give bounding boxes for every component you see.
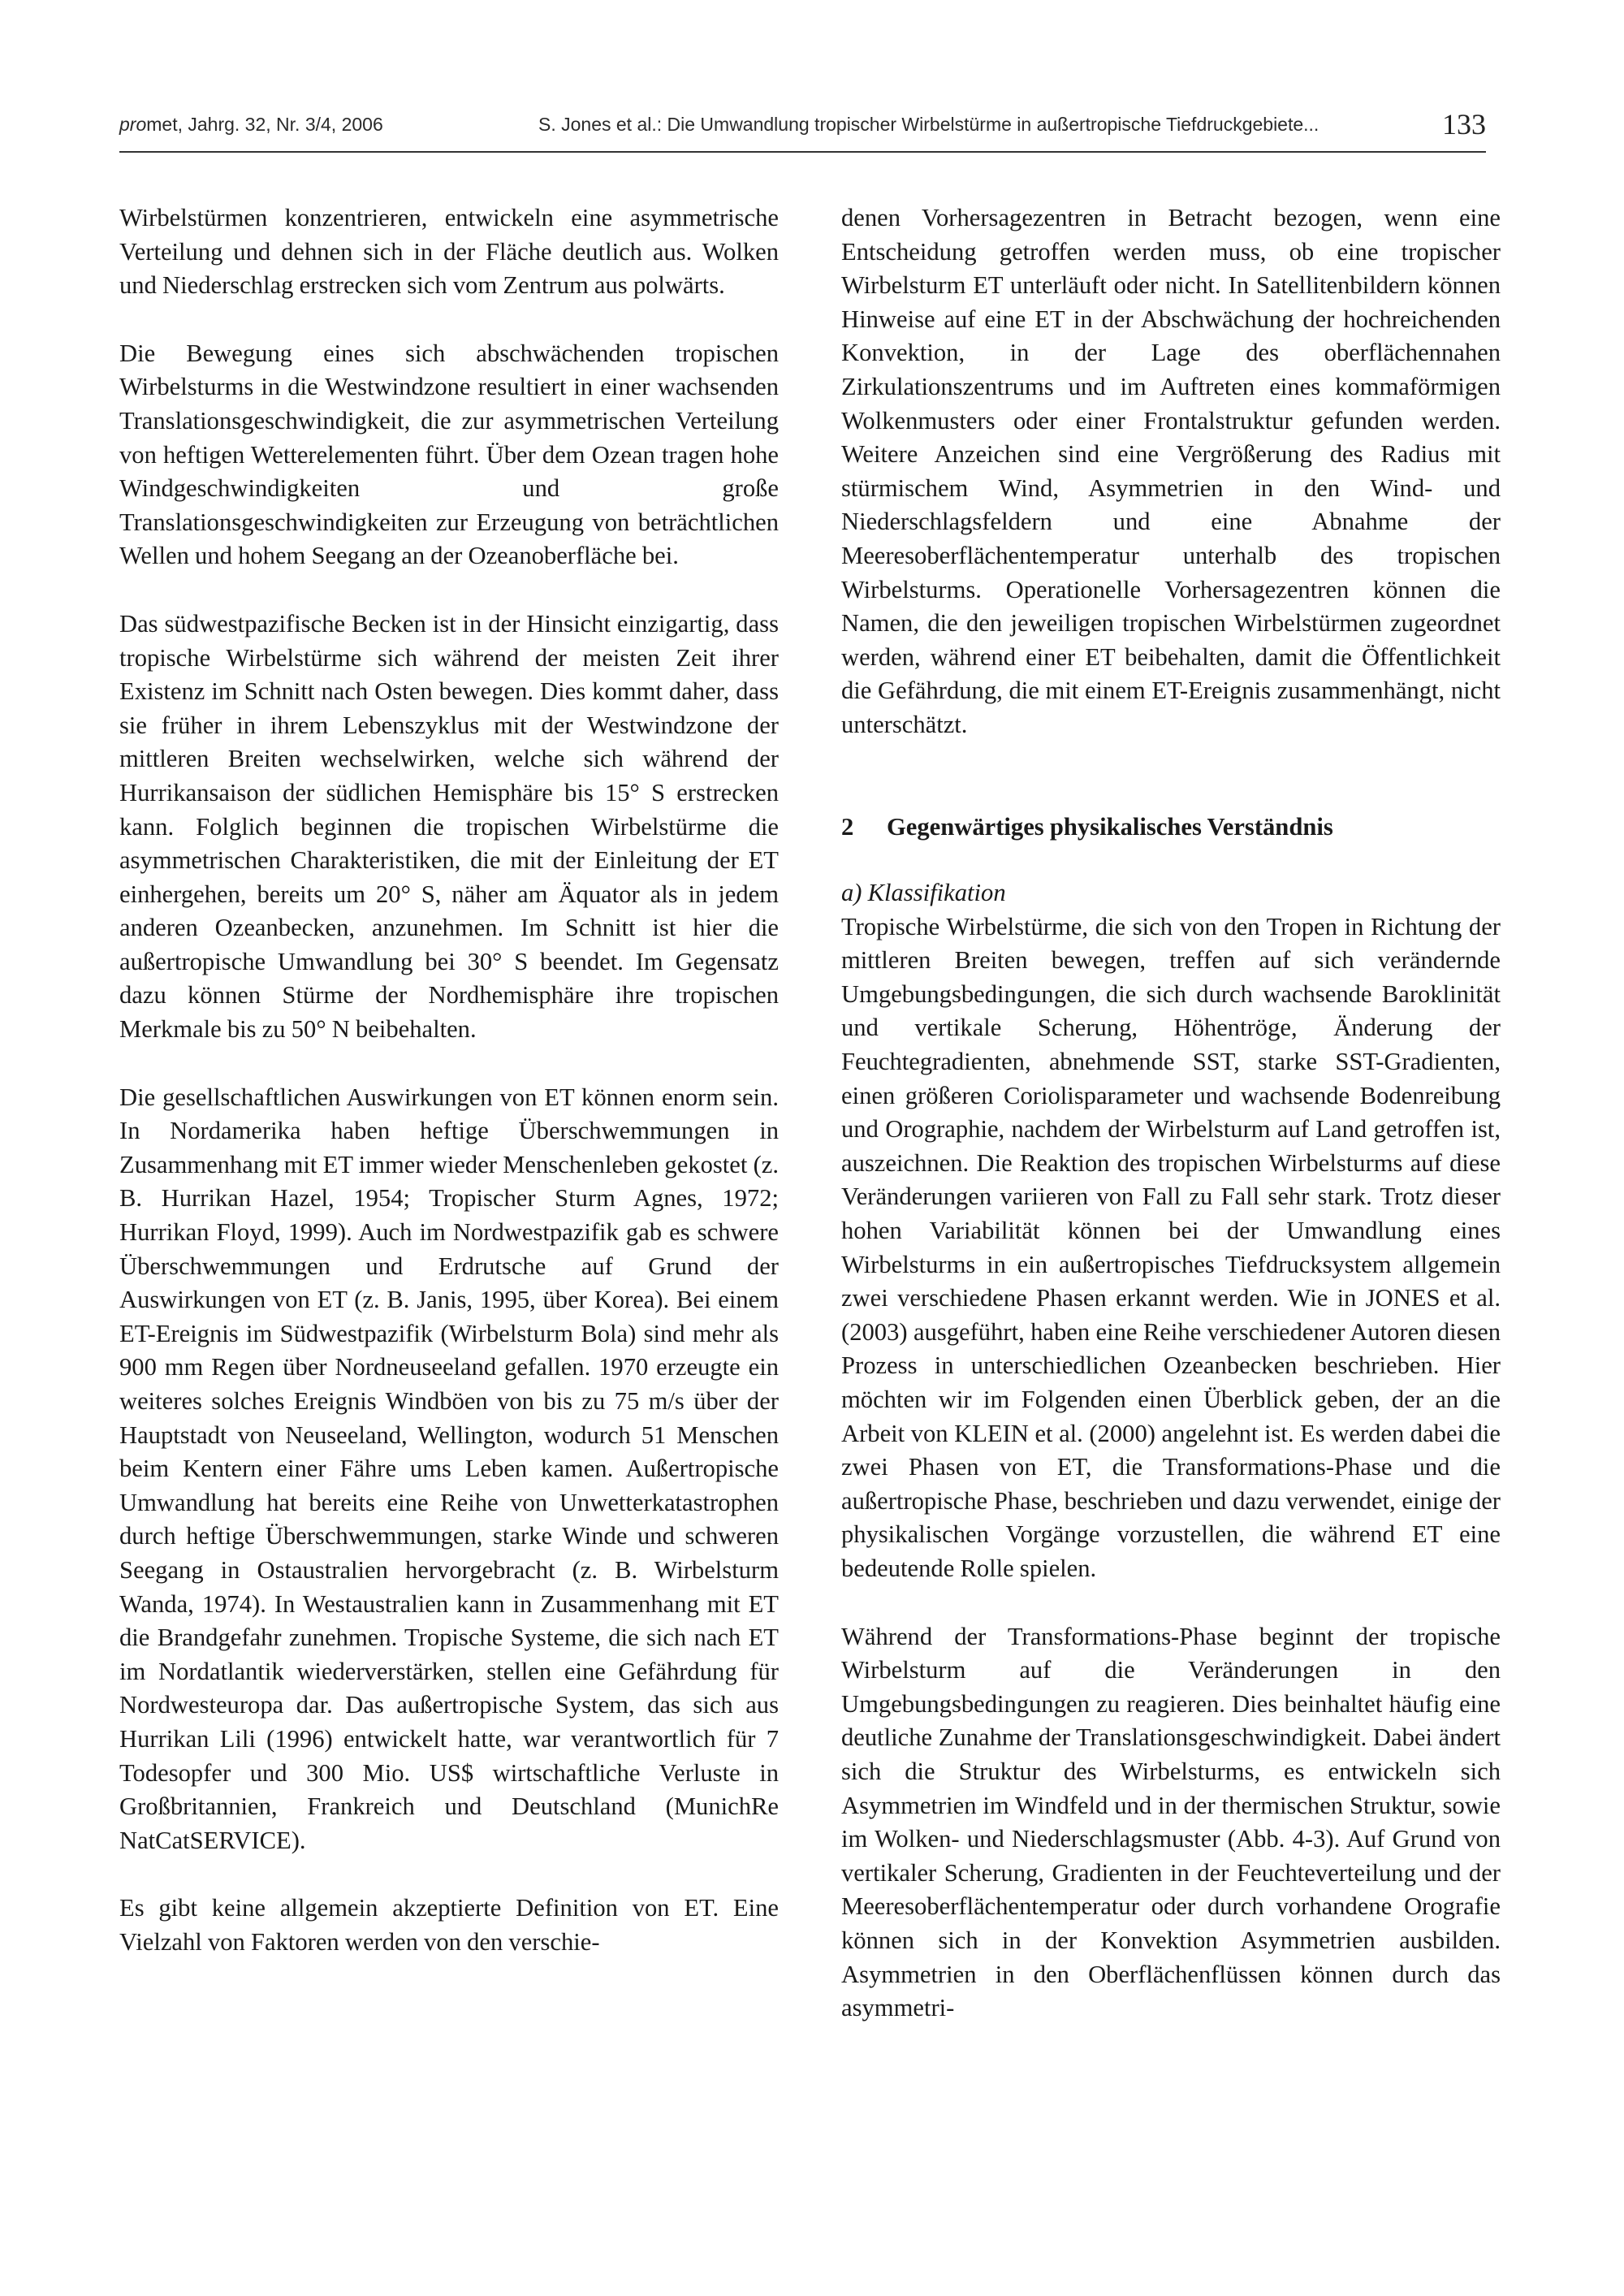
journal-name-italic: pro bbox=[119, 114, 147, 135]
paragraph: Es gibt keine allgemein akzeptierte Definition von ET. Eine Vielzahl von Faktoren werden von den verschie- bbox=[119, 1894, 779, 1956]
right-column bbox=[841, 201, 1501, 2026]
section-number: 2 bbox=[841, 812, 854, 841]
running-title: S. Jones et al.: Die Umwandlung tropischer Wirbelstürme in außertropische Tiefdruckgebiete... bbox=[538, 114, 1320, 135]
paragraph: Wirbelstürmen konzentrieren, entwickeln eine asymmetrische Verteilung und dehnen sich in der Fläche deutlich aus. Wolken und Niederschlag erstrecken sich vom Zentrum aus polwärts. bbox=[119, 204, 779, 300]
paragraph: denen Vorhersagezentren in Betracht bezogen, wenn eine Entscheidung getroffen werden muss, ob eine tropischer Wirbelsturm ET unterläuft oder nicht. In Satellitenbildern können Hinweise auf eine ET in der Abschwächung der hochreichenden Konvektion, in der Lage des oberflächennahen Zirkulationszentrums und im Auftreten eines kommaförmigen Wolkenmusters oder einer Frontalstruktur gefunden werden. Weitere Anzeichen sind eine Vergrößerung des Radius mit stürmischem Wind, Asymmetrien in den Wind- und Niederschlagsfeldern und eine Abnahme der Meeresoberflächentemperatur unterhalb des tropischen Wirbelsturms. Operationelle Vorhersagezentren können die Namen, die den jeweiligen tropischen Wirbelstürmen zugeordnet werden, während einer ET beibehalten, damit die Öffentlichkeit die Gefährdung, die mit einem ET-Ereignis zusammenhängt, nicht unterschätzt. bbox=[841, 204, 1501, 738]
journal-issue: met, Jahrg. 32, Nr. 3/4, 2006 bbox=[146, 114, 383, 135]
section-heading bbox=[841, 811, 1501, 845]
subsection-heading: a) Klassifikation bbox=[841, 879, 1006, 907]
paragraph: Die gesellschaftlichen Auswirkungen von ET können enorm sein. In Nordamerika haben heftige Überschwemmungen in Zusammenhang mit ET immer wieder Menschenleben gekostet (z. B. Hurrikan Hazel, 1954; Tropischer Sturm Agnes, 1972; Hurrikan Floyd, 1999). Auch im Nordwestpazifik gab es schwere Überschwemmungen und Erdrutsche auf Grund der Auswirkungen von ET (z. B. Janis, 1995, über Korea). Bei einem ET-Ereignis im Südwestpazifik (Wirbelsturm Bola) sind mehr als 900 mm Regen über Nordneuseeland gefallen. 1970 erzeugte ein weiteres solches Ereignis Windböen von bis zu 75 m/s über der Hauptstadt von Neuseeland, Wellington, wodurch 51 Menschen beim Kentern einer Fähre ums Leben kamen. Außertropische Umwandlung hat bereits eine Reihe von Unwetterkatastrophen durch heftige Überschwemmungen, starke Winde und schweren Seegang in Ostaustralien hervorgebracht (z. B. Wirbelsturm Wanda, 1974). In Westaustralien kann in Zusammenhang mit ET die Brandgefahr zunehmen. Tropische Systeme, die sich nach ET im Nordatlantik wiederverstärken, stellen eine Gefährdung für Nordwesteuropa dar. Das außertropische System, das sich aus Hurrikan Lili (1996) entwickelt hatte, war verantwortlich für 7 Todesopfer und 300 Mio. US$ wirtschaftliche Verluste in Großbritannien, Frankreich und Deutschland (MunichRe NatCatSERVICE). bbox=[119, 1083, 779, 1854]
paragraph: Die Bewegung eines sich abschwächenden tropischen Wirbelsturms in die Westwindzone resultiert in einer wachsenden Translationsgeschwindigkeit, die zur asymmetrischen Verteilung von heftigen Wetterelementen führt. Über dem Ozean tragen hohe Windgeschwindigkeiten und große Translationsgeschwindigkeiten zur Erzeugung von beträchtlichen Wellen und hohem Seegang an der Ozeanoberfläche bei. bbox=[119, 339, 779, 570]
page-header bbox=[119, 107, 1486, 158]
left-column bbox=[119, 201, 779, 1960]
paragraph: Während der Transformations-Phase beginnt der tropische Wirbelsturm auf die Veränderungen in den Umgebungsbedingungen zu reagieren. Dies beinhaltet häufig eine deutliche Zunahme der Translationsgeschwindigkeit. Dabei ändert sich die Struktur des Wirbelsturms, es entwickeln sich Asymmetrien im Windfeld und in der thermischen Struktur, sowie im Wolken- und Niederschlagsmuster (Abb. 4-3). Auf Grund von vertikaler Scherung, Gradienten in der Feuchteverteilung und der Meeresoberflächentemperatur oder durch vorhandene Orografie können sich in der Konvektion Asymmetrien ausbilden. Asymmetrien in den Oberflächenflüssen können durch das asymmetri- bbox=[841, 1622, 1501, 2022]
paragraph: Das südwestpazifische Becken ist in der Hinsicht einzigartig, dass tropische Wirbelstürme sich während der meisten Zeit ihrer Existenz im Schnitt nach Osten bewegen. Dies kommt daher, dass sie früher in ihrem Lebenszyklus mit der Westwindzone der mittleren Breiten wechselwirken, welche sich während der Hurrikansaison der südlichen Hemisphäre bis 15° S erstrecken kann. Folglich beginnen die tropischen Wirbelstürme die asymmetrischen Charakteristiken, die mit der Einleitung der ET einhergehen, bereits um 20° S, näher am Äquator als in jedem anderen Ozeanbecken, anzunehmen. Im Schnitt ist hier die außertropische Umwandlung bei 30° S beendet. Im Gegensatz dazu können Stürme der Nordhemisphäre ihre tropischen Merkmale bis zu 50° N beibehalten. bbox=[119, 609, 779, 1044]
page-number: 133 bbox=[1442, 108, 1486, 141]
header-rule bbox=[119, 151, 1486, 153]
section-title: Gegenwärtiges physikalisches Verständnis bbox=[887, 812, 1333, 841]
journal-citation bbox=[119, 114, 383, 136]
paragraph: Tropische Wirbelstürme, die sich von den Tropen in Richtung der mittleren Breiten bewegen, treffen auf sich verändernde Umgebungsbedingungen, die sich durch wachsende Baroklinität und vertikale Scherung, Höhentröge, Änderung der Feuchtegradienten, abnehmende SST, starke SST-Gradienten, einen größeren Coriolisparameter und wachsende Bodenreibung und Orographie, nachdem der Wirbelsturm auf Land getroffen ist, auszeichnen. Die Reaktion des tropischen Wirbelsturms auf diese Veränderungen variieren von Fall zu Fall sehr stark. Trotz dieser hohen Variabilität können bei der Umwandlung eines Wirbelsturms in ein außertropisches Tiefdrucksystem allgemein zwei verschiedene Phasen erkannt werden. Wie in JONES et al. (2003) ausgeführt, haben eine Reihe verschiedener Autoren diesen Prozess in unterschiedlichen Ozeanbecken beschrieben. Hier möchten wir im Folgenden einen Überblick geben, der an die Arbeit von KLEIN et al. (2000) angelehnt ist. Es werden dabei die zwei Phasen von ET, die Transformations-Phase und die außertropische Phase, beschrieben und dazu verwendet, einige der physikalischen Vorgänge vorzustellen, die während ET eine bedeutende Rolle spielen. bbox=[841, 912, 1501, 1582]
